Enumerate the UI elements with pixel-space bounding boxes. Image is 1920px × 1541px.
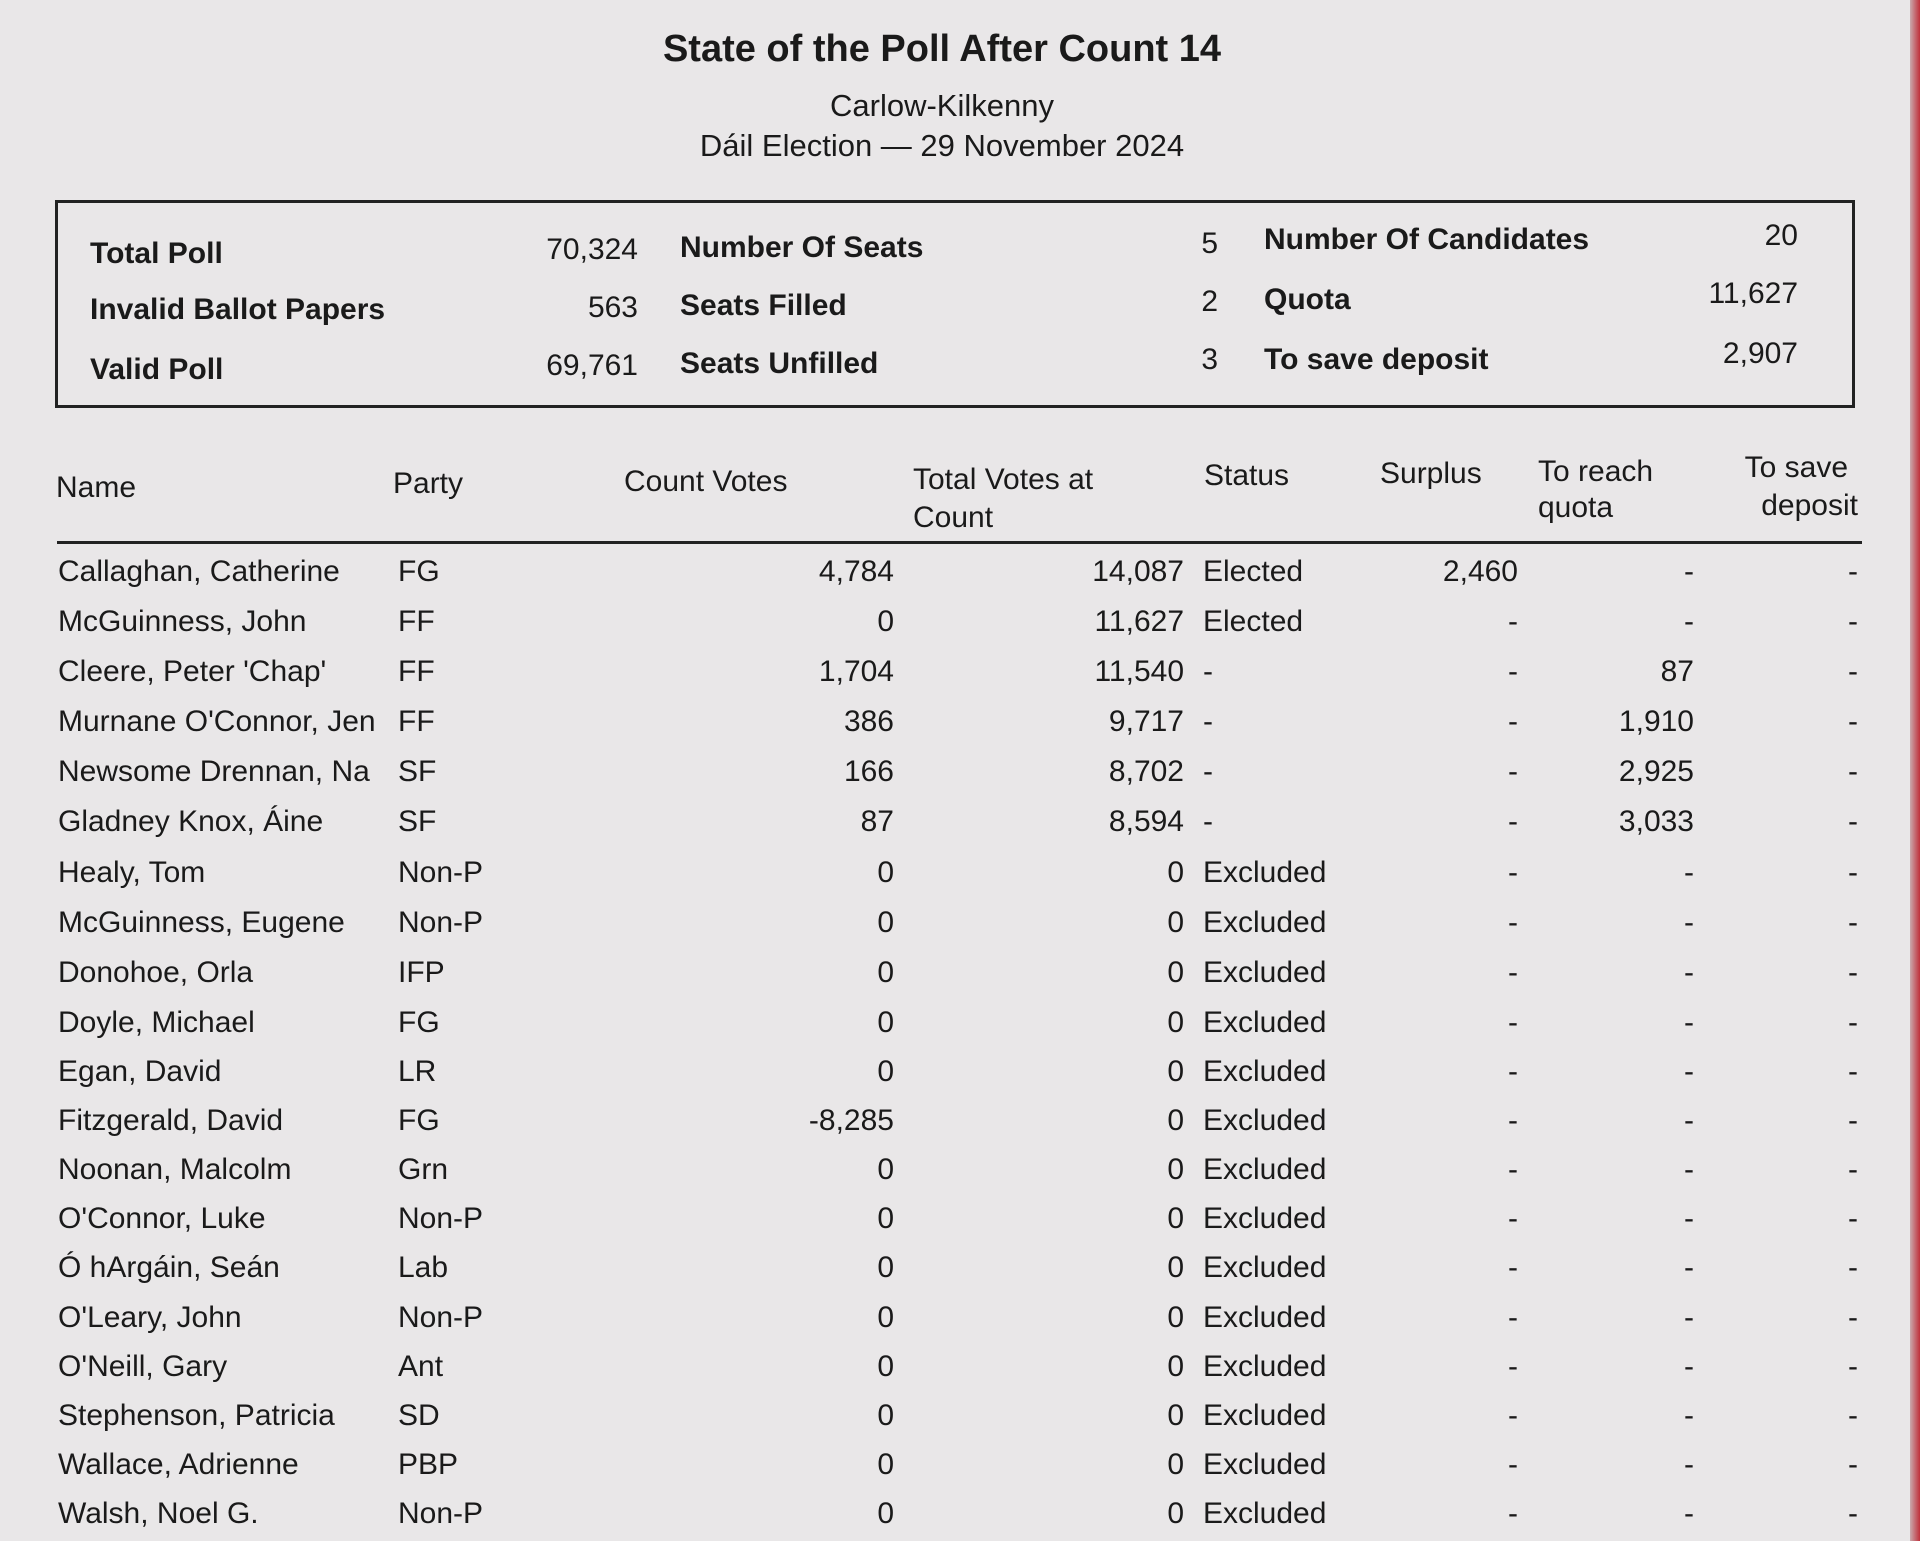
- surplus: -: [1508, 956, 1518, 989]
- save-deposit-value: 2,907: [1722, 337, 1798, 370]
- count-votes: 0: [877, 1006, 894, 1039]
- to-reach-quota: -: [1684, 1153, 1694, 1186]
- candidate-party: Ant: [398, 1350, 444, 1383]
- surplus: -: [1508, 1006, 1518, 1039]
- total-votes: 11,627: [1094, 605, 1184, 638]
- count-votes: 166: [843, 755, 894, 788]
- count-votes: 87: [860, 805, 894, 838]
- to-save-deposit: -: [1848, 856, 1858, 889]
- to-save-deposit: -: [1848, 755, 1858, 788]
- candidate-name: Gladney Knox, Áine: [58, 805, 324, 838]
- candidate-status: Excluded: [1203, 956, 1327, 989]
- total-votes: 0: [1167, 1301, 1184, 1334]
- count-votes: 386: [843, 705, 894, 738]
- count-votes: 0: [877, 1055, 894, 1088]
- to-reach-quota: 2,925: [1618, 755, 1694, 788]
- to-save-deposit: -: [1848, 1301, 1858, 1334]
- table-row: [0, 1440, 1884, 1490]
- to-save-deposit: -: [1848, 956, 1858, 989]
- candidate-party: FF: [398, 705, 435, 738]
- count-votes: 0: [877, 856, 894, 889]
- to-reach-quota: -: [1684, 1202, 1694, 1235]
- total-poll-value: 70,324: [546, 233, 638, 266]
- count-votes: 0: [877, 956, 894, 989]
- total-votes: 0: [1167, 1055, 1184, 1088]
- candidate-name: Wallace, Adrienne: [58, 1448, 299, 1481]
- surplus: -: [1508, 1104, 1518, 1137]
- candidate-name: Cleere, Peter 'Chap': [58, 655, 327, 688]
- to-reach-quota: -: [1684, 856, 1694, 889]
- total-votes: 0: [1167, 1448, 1184, 1481]
- count-votes: 0: [877, 1153, 894, 1186]
- to-save-deposit: -: [1848, 555, 1858, 588]
- candidate-name: Healy, Tom: [58, 856, 206, 889]
- to-save-deposit: -: [1848, 1251, 1858, 1284]
- table-row: [0, 1293, 1884, 1343]
- count-votes: 0: [877, 605, 894, 638]
- candidate-status: -: [1203, 805, 1213, 838]
- col-count-votes: Count Votes: [624, 465, 788, 498]
- candidate-status: Excluded: [1203, 1006, 1327, 1039]
- total-votes: 0: [1167, 956, 1184, 989]
- surplus: 2,460: [1442, 555, 1518, 588]
- surplus: -: [1508, 1497, 1518, 1530]
- total-votes: 0: [1167, 1202, 1184, 1235]
- table-row: [0, 1194, 1884, 1244]
- candidate-status: -: [1203, 755, 1213, 788]
- total-votes: 14,087: [1092, 555, 1184, 588]
- candidate-party: PBP: [398, 1448, 459, 1481]
- candidate-party: Non-P: [398, 1202, 484, 1235]
- count-votes: 0: [877, 1202, 894, 1235]
- seats-filled-label: Seats Filled: [680, 289, 847, 322]
- candidate-status: -: [1203, 655, 1213, 688]
- count-votes: 0: [877, 1399, 894, 1432]
- candidate-party: SD: [398, 1399, 440, 1432]
- count-votes: 0: [877, 1350, 894, 1383]
- col-save-deposit-line2: deposit: [1761, 489, 1858, 522]
- to-save-deposit: -: [1848, 1006, 1858, 1039]
- surplus: -: [1508, 1251, 1518, 1284]
- surplus: -: [1508, 1301, 1518, 1334]
- count-votes: 0: [877, 906, 894, 939]
- candidate-party: FF: [398, 655, 435, 688]
- table-row: [0, 948, 1884, 998]
- to-save-deposit: -: [1848, 655, 1858, 688]
- count-votes: 0: [877, 1301, 894, 1334]
- count-votes: 1,704: [818, 655, 894, 688]
- col-to-reach-line2: quota: [1538, 491, 1614, 524]
- col-status: Status: [1204, 459, 1290, 492]
- candidate-name: O'Neill, Gary: [58, 1350, 228, 1383]
- to-reach-quota: -: [1684, 1497, 1694, 1530]
- to-reach-quota: -: [1684, 1055, 1694, 1088]
- candidate-name: Noonan, Malcolm: [58, 1153, 292, 1186]
- quota-label: Quota: [1264, 283, 1351, 316]
- to-save-deposit: -: [1848, 906, 1858, 939]
- invalid-label: Invalid Ballot Papers: [90, 293, 386, 326]
- candidate-status: Excluded: [1203, 1251, 1327, 1284]
- table-row: [0, 697, 1884, 747]
- candidate-party: Grn: [398, 1153, 449, 1186]
- total-votes: 0: [1167, 906, 1184, 939]
- col-party: Party: [393, 467, 464, 500]
- candidate-name: Walsh, Noel G.: [58, 1497, 259, 1530]
- total-votes: 9,717: [1108, 705, 1184, 738]
- to-save-deposit: -: [1848, 705, 1858, 738]
- candidate-party: SF: [398, 805, 437, 838]
- surplus: -: [1508, 1153, 1518, 1186]
- candidate-status: -: [1203, 705, 1213, 738]
- surplus: -: [1508, 655, 1518, 688]
- candidate-status: Excluded: [1203, 1448, 1327, 1481]
- col-name: Name: [56, 471, 137, 504]
- surplus: -: [1508, 906, 1518, 939]
- candidate-status: Excluded: [1203, 1153, 1327, 1186]
- total-votes: 0: [1167, 1399, 1184, 1432]
- seats-value: 5: [1201, 227, 1218, 260]
- col-to-reach-line1: To reach: [1538, 455, 1654, 488]
- candidate-party: Lab: [398, 1251, 449, 1284]
- to-reach-quota: 87: [1660, 655, 1694, 688]
- candidate-status: Elected: [1203, 605, 1304, 638]
- table-row: [0, 547, 1884, 597]
- total-votes: 0: [1167, 1006, 1184, 1039]
- to-reach-quota: -: [1684, 605, 1694, 638]
- to-reach-quota: -: [1684, 956, 1694, 989]
- to-save-deposit: -: [1848, 605, 1858, 638]
- table-row: [0, 998, 1884, 1048]
- page-title: State of the Poll After Count 14: [662, 28, 1222, 70]
- candidate-name: Stephenson, Patricia: [58, 1399, 335, 1432]
- to-save-deposit: -: [1848, 1055, 1858, 1088]
- candidate-party: LR: [398, 1055, 437, 1088]
- table-row: [0, 1391, 1884, 1441]
- candidate-status: Excluded: [1203, 906, 1327, 939]
- total-votes: 11,540: [1094, 655, 1184, 688]
- count-votes: 4,784: [818, 555, 894, 588]
- candidate-party: Non-P: [398, 1497, 484, 1530]
- surplus: -: [1508, 605, 1518, 638]
- to-reach-quota: -: [1684, 1301, 1694, 1334]
- to-save-deposit: -: [1848, 1104, 1858, 1137]
- table-row: [0, 747, 1884, 797]
- candidate-name: Newsome Drennan, Na: [58, 755, 370, 788]
- table-row: [0, 1047, 1884, 1097]
- candidate-status: Excluded: [1203, 856, 1327, 889]
- seats-unfilled-value: 3: [1201, 343, 1218, 376]
- col-total-votes-line1: Total Votes at: [913, 463, 1094, 496]
- to-save-deposit: -: [1848, 805, 1858, 838]
- candidate-party: IFP: [398, 956, 445, 989]
- candidate-name: Ó hArgáin, Seán: [58, 1251, 280, 1284]
- table-row: [0, 1145, 1884, 1195]
- candidate-name: Callaghan, Catherine: [58, 555, 340, 588]
- candidate-name: Egan, David: [58, 1055, 222, 1088]
- surplus: -: [1508, 705, 1518, 738]
- count-votes: -8,285: [808, 1104, 894, 1137]
- to-reach-quota: 1,910: [1618, 705, 1694, 738]
- to-reach-quota: -: [1684, 555, 1694, 588]
- count-votes: 0: [877, 1497, 894, 1530]
- candidate-name: Doyle, Michael: [58, 1006, 255, 1039]
- table-row: [0, 597, 1884, 647]
- valid-poll-value: 69,761: [546, 349, 638, 382]
- candidate-party: SF: [398, 755, 437, 788]
- to-save-deposit: -: [1848, 1399, 1858, 1432]
- candidate-name: Fitzgerald, David: [58, 1104, 284, 1137]
- poll-summary-box: [55, 200, 1855, 408]
- count-votes: 0: [877, 1251, 894, 1284]
- candidate-status: Excluded: [1203, 1202, 1327, 1235]
- to-save-deposit: -: [1848, 1350, 1858, 1383]
- invalid-value: 563: [587, 291, 638, 324]
- candidate-status: Excluded: [1203, 1104, 1327, 1137]
- table-row: [0, 848, 1884, 898]
- to-save-deposit: -: [1848, 1497, 1858, 1530]
- to-reach-quota: -: [1684, 1006, 1694, 1039]
- surplus: -: [1508, 1350, 1518, 1383]
- quota-value: 11,627: [1708, 277, 1798, 310]
- to-reach-quota: -: [1684, 1399, 1694, 1432]
- candidate-name: McGuinness, John: [58, 605, 307, 638]
- surplus: -: [1508, 1448, 1518, 1481]
- candidates-label: Number Of Candidates: [1264, 223, 1590, 256]
- table-row: [0, 647, 1884, 697]
- to-save-deposit: -: [1848, 1202, 1858, 1235]
- valid-poll-label: Valid Poll: [90, 353, 224, 386]
- candidate-status: Excluded: [1203, 1497, 1327, 1530]
- col-total-votes-line2: Count: [913, 501, 994, 534]
- candidate-party: Non-P: [398, 856, 484, 889]
- total-votes: 8,594: [1108, 805, 1184, 838]
- to-reach-quota: -: [1684, 1448, 1694, 1481]
- count-votes: 0: [877, 1448, 894, 1481]
- col-save-deposit-line1: To save: [1744, 451, 1848, 484]
- to-reach-quota: 3,033: [1618, 805, 1694, 838]
- to-reach-quota: -: [1684, 1251, 1694, 1284]
- table-row: [0, 1342, 1884, 1392]
- seats-unfilled-label: Seats Unfilled: [680, 347, 879, 380]
- total-poll-label: Total Poll: [90, 237, 223, 270]
- to-reach-quota: -: [1684, 906, 1694, 939]
- to-reach-quota: -: [1684, 1104, 1694, 1137]
- candidate-status: Elected: [1203, 555, 1304, 588]
- surplus: -: [1508, 1055, 1518, 1088]
- table-row: [0, 797, 1884, 847]
- page-edge: [1910, 0, 1920, 1541]
- candidate-party: FF: [398, 605, 435, 638]
- candidates-value: 20: [1764, 219, 1798, 252]
- candidate-status: Excluded: [1203, 1399, 1327, 1432]
- total-votes: 8,702: [1108, 755, 1184, 788]
- header-rule: [57, 541, 1862, 544]
- surplus: -: [1508, 1399, 1518, 1432]
- candidate-name: O'Connor, Luke: [58, 1202, 266, 1235]
- table-row: [0, 898, 1884, 948]
- candidate-party: Non-P: [398, 1301, 484, 1334]
- candidate-status: Excluded: [1203, 1350, 1327, 1383]
- candidate-party: FG: [398, 1104, 440, 1137]
- candidate-party: FG: [398, 555, 440, 588]
- table-row: [0, 1096, 1884, 1146]
- surplus: -: [1508, 856, 1518, 889]
- constituency-name: Carlow-Kilkenny: [830, 88, 1054, 123]
- seats-filled-value: 2: [1201, 285, 1218, 318]
- total-votes: 0: [1167, 1350, 1184, 1383]
- total-votes: 0: [1167, 1153, 1184, 1186]
- surplus: -: [1508, 1202, 1518, 1235]
- election-date: Dáil Election — 29 November 2024: [699, 128, 1185, 163]
- candidate-party: FG: [398, 1006, 440, 1039]
- total-votes: 0: [1167, 1104, 1184, 1137]
- candidate-name: O'Leary, John: [58, 1301, 242, 1334]
- seats-label: Number Of Seats: [680, 231, 924, 264]
- table-row: [0, 1489, 1884, 1539]
- to-save-deposit: -: [1848, 1448, 1858, 1481]
- save-deposit-label: To save deposit: [1264, 343, 1489, 376]
- candidate-party: Non-P: [398, 906, 484, 939]
- surplus: -: [1508, 755, 1518, 788]
- to-save-deposit: -: [1848, 1153, 1858, 1186]
- to-reach-quota: -: [1684, 1350, 1694, 1383]
- total-votes: 0: [1167, 1251, 1184, 1284]
- candidate-status: Excluded: [1203, 1055, 1327, 1088]
- col-surplus: Surplus: [1380, 457, 1482, 490]
- candidate-name: McGuinness, Eugene: [58, 906, 345, 939]
- candidate-name: Murnane O'Connor, Jen: [58, 705, 376, 738]
- surplus: -: [1508, 805, 1518, 838]
- candidate-status: Excluded: [1203, 1301, 1327, 1334]
- total-votes: 0: [1167, 1497, 1184, 1530]
- total-votes: 0: [1167, 856, 1184, 889]
- candidate-name: Donohoe, Orla: [58, 956, 254, 989]
- table-row: [0, 1243, 1884, 1293]
